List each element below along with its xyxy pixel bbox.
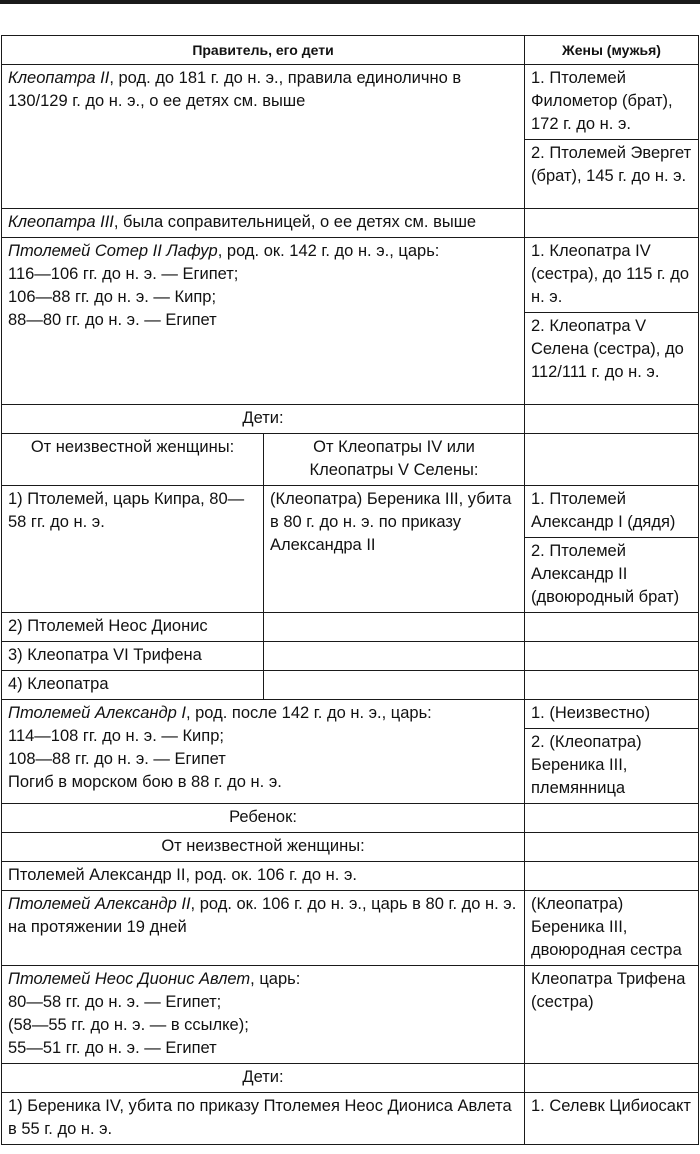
spouse-cell <box>525 671 699 700</box>
ruler-cell: Птолемей Александр I, род. после 142 г. до н. э., царь: 114—108 гг. до н. э. — Кипр; 108—88 гг. до н. э. — Египет Погиб в морском бою в 88 г. до н. э. <box>2 700 525 804</box>
table-row <box>2 1093 699 1145</box>
children-label: Ребенок: <box>2 804 525 833</box>
child-cell: 1) Птолемей, царь Кипра, 80—58 гг. до н. э. <box>2 486 264 613</box>
ruler-name: Птолемей Неос Дионис Авлет <box>8 970 251 988</box>
table-row <box>2 966 699 1064</box>
spouse-cell: 2. Клеопатра V Селена (сестра), до 112/111 г. до н. э. <box>525 313 699 405</box>
table-row <box>2 209 699 238</box>
ruler-name: Клеопатра II <box>8 69 110 87</box>
spouse-cell: 1. Птолемей Филометор (брат), 172 г. до н. э. <box>525 65 699 140</box>
spouse-cell <box>525 642 699 671</box>
children-label: Дети: <box>2 1064 525 1093</box>
spouse-cell: (Клеопатра) Береника III, двоюродная сестра <box>525 891 699 966</box>
spouse-cell <box>525 1064 699 1093</box>
table-row <box>2 891 699 966</box>
spouse-cell <box>525 613 699 642</box>
sub-right: От Клеопатры IV или Клеопатры V Селены: <box>264 434 525 486</box>
spouse-cell <box>525 209 699 238</box>
ruler-cell: Птолемей Александр II, род. ок. 106 г. до н. э., царь в 80 г. до н. э. на протяжении 19 дней <box>2 891 525 966</box>
ruler-name: Птолемей Сотер II Лафур <box>8 242 218 260</box>
ruler-cell: Клеопатра II, род. до 181 г. до н. э., правила единолично в 130/129 г. до н. э., о ее детях см. выше <box>2 65 525 209</box>
child-cell: 4) Клеопатра <box>2 671 264 700</box>
table-row <box>2 613 699 642</box>
child-cell <box>264 642 525 671</box>
spouse-cell: 2. (Клеопатра) Береника III, племянница <box>525 729 699 804</box>
ruler-cell: Птолемей Сотер II Лафур, род. ок. 142 г. до н. э., царь: 116—106 гг. до н. э. — Египет; 106—88 гг. до н. э. — Кипр; 88—80 гг. до н. э. — Египет <box>2 238 525 405</box>
table-row <box>2 238 699 313</box>
spouse-cell <box>525 833 699 862</box>
spouse-cell <box>525 862 699 891</box>
ruler-cell: Клеопатра III, была соправительницей, о ее детях см. выше <box>2 209 525 238</box>
header-spouse: Жены (мужья) <box>525 36 699 65</box>
child-cell: Птолемей Александр II, род. ок. 106 г. до н. э. <box>2 862 525 891</box>
children-label: Дети: <box>2 405 525 434</box>
ruler-cell: Птолемей Неос Дионис Авлет, царь: 80—58 гг. до н. э. — Египет; (58—55 гг. до н. э. — в ссылке); 55—51 гг. до н. э. — Египет <box>2 966 525 1064</box>
sub-left: От неизвестной женщины: <box>2 434 264 486</box>
table-row <box>2 804 699 833</box>
table-row <box>2 833 699 862</box>
table-row <box>2 700 699 729</box>
spouse-cell <box>525 804 699 833</box>
child-cell: (Клеопатра) Береника III, убита в 80 г. до н. э. по приказу Александра II <box>264 486 525 613</box>
spouse-cell: 1. Селевк Цибиосакт <box>525 1093 699 1145</box>
child-cell: 3) Клеопатра VI Трифена <box>2 642 264 671</box>
spouse-cell: 1. (Неизвестно) <box>525 700 699 729</box>
spouse-cell: 2. Птолемей Эвергет (брат), 145 г. до н. э. <box>525 140 699 209</box>
child-cell: 1) Береника IV, убита по приказу Птолемея Неос Диониса Авлета в 55 г. до н. э. <box>2 1093 525 1145</box>
spouse-cell: 1. Клеопатра IV (сестра), до 115 г. до н. э. <box>525 238 699 313</box>
table-row <box>2 486 699 538</box>
child-cell: 2) Птолемей Неос Дионис <box>2 613 264 642</box>
header-row <box>2 36 699 65</box>
table-row <box>2 671 699 700</box>
spouse-cell: 2. Птолемей Александр II (двоюродный брат) <box>525 538 699 613</box>
table-row <box>2 65 699 140</box>
spouse-cell: 1. Птолемей Александр I (дядя) <box>525 486 699 538</box>
ruler-name: Птолемей Александр II <box>8 895 191 913</box>
table-row <box>2 405 699 434</box>
header-ruler: Правитель, его дети <box>2 36 525 65</box>
child-cell <box>264 671 525 700</box>
table-row <box>2 862 699 891</box>
ruler-name: Клеопатра III <box>8 213 114 231</box>
spouse-cell <box>525 434 699 486</box>
spouse-cell <box>525 405 699 434</box>
spouse-cell: Клеопатра Трифена (сестра) <box>525 966 699 1064</box>
genealogy-table <box>1 35 699 1145</box>
table-row <box>2 434 699 486</box>
top-rule <box>0 0 700 4</box>
table-row <box>2 642 699 671</box>
table-row <box>2 1064 699 1093</box>
ruler-name: Птолемей Александр I <box>8 704 186 722</box>
child-cell <box>264 613 525 642</box>
sub-left: От неизвестной женщины: <box>2 833 525 862</box>
